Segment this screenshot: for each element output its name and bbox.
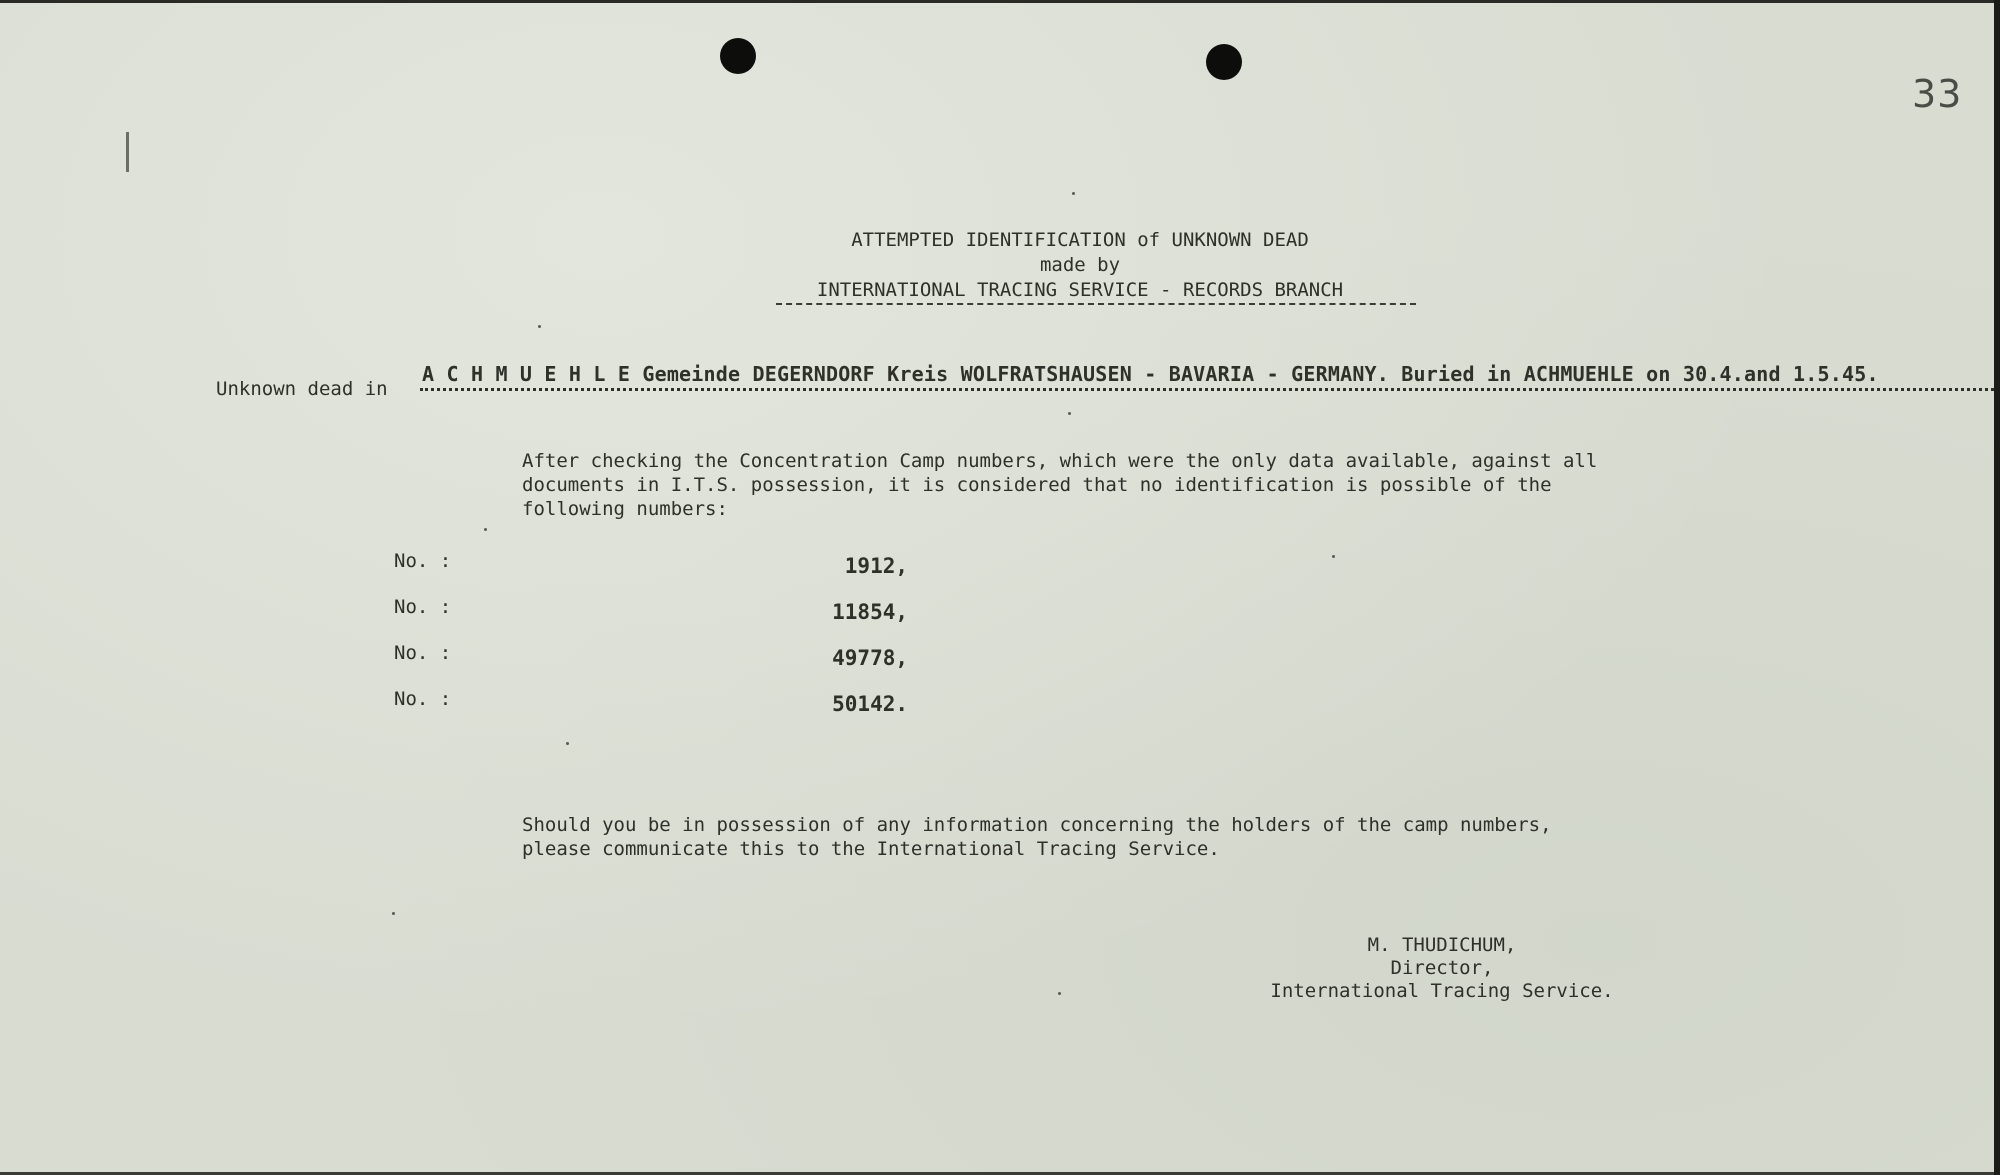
page-edge-top (0, 0, 2000, 3)
intro-line-2: documents in I.T.S. possession, it is considered that no identification is possible of the (522, 474, 1552, 496)
pen-mark (126, 132, 129, 172)
paper-speck (1072, 192, 1075, 195)
closing-line-1: Should you be in possession of any information concerning the holders of the camp numbers, (522, 814, 1552, 836)
camp-number: 1912, (844, 554, 908, 578)
intro-line-3: following numbers: (522, 498, 728, 520)
page-number: 33 (1912, 72, 1963, 116)
paper-speck (392, 912, 395, 915)
number-label: No. : (394, 596, 452, 618)
camp-numbers-list (380, 550, 940, 734)
punch-hole-left (720, 38, 756, 74)
header-organization: INTERNATIONAL TRACING SERVICE - RECORDS BRANCH (816, 279, 1344, 301)
paper-speck (1058, 992, 1061, 995)
location-label: Unknown dead in (216, 378, 388, 400)
location-text: A C H M U E H L E Gemeinde DEGERNDORF Kreis WOLFRATSHAUSEN - BAVARIA - GERMANY. Buried in ACHMUEHLE on 30.4.and 1.5.45. (422, 362, 1879, 386)
signatory-title: Director, (1390, 957, 1494, 979)
number-label: No. : (394, 688, 452, 710)
paper-speck (484, 528, 487, 531)
paper-speck (1332, 555, 1335, 558)
closing-paragraph (522, 813, 1552, 861)
signature-block (1232, 934, 1652, 1003)
intro-line-1: After checking the Concentration Camp numbers, which were the only data available, against all (522, 450, 1598, 472)
header-title: ATTEMPTED IDENTIFICATION of UNKNOWN DEAD (851, 229, 1309, 251)
document-header (700, 228, 1460, 303)
header-divider (776, 303, 1416, 305)
camp-number: 11854, (832, 600, 908, 624)
page-edge-right (1994, 0, 2000, 1175)
list-item (380, 550, 940, 596)
closing-line-2: please communicate this to the International Tracing Service. (522, 838, 1220, 860)
signatory-organization: International Tracing Service. (1270, 980, 1614, 1002)
camp-number: 49778, (832, 646, 908, 670)
paper-speck (566, 742, 569, 745)
list-item (380, 596, 940, 642)
list-item (380, 642, 940, 688)
header-subtitle: made by (1039, 254, 1121, 276)
intro-paragraph (522, 449, 1597, 521)
number-label: No. : (394, 642, 452, 664)
list-item (380, 688, 940, 734)
signatory-name: M. THUDICHUM, (1367, 934, 1517, 956)
number-label: No. : (394, 550, 452, 572)
camp-number: 50142. (832, 692, 908, 716)
location-dotted-rule (420, 388, 1994, 391)
location-line (216, 362, 1994, 400)
paper-speck (538, 325, 541, 328)
punch-hole-right (1206, 44, 1242, 80)
paper-speck (1068, 412, 1071, 415)
